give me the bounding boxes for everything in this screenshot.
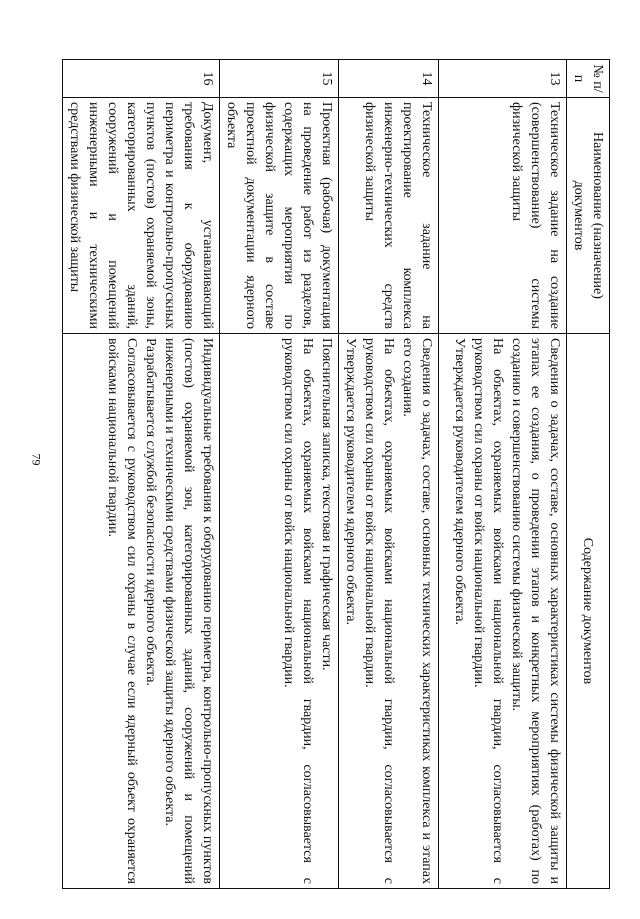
content-paragraph: Утверждается руководителем ядерного объекта. xyxy=(343,338,358,625)
content-paragraph: Разрабатывается службой безопасности ядерного объекта. xyxy=(143,338,158,687)
header-num: № п/п xyxy=(567,60,610,98)
row-content xyxy=(439,334,567,889)
content-paragraph: Согласовывается с руководством сил охраны в случае если ядерный объект охраняется войсками национальной гвардии. xyxy=(105,338,139,884)
row-number: 13 xyxy=(439,60,567,98)
content-paragraph: На объектах, охраняемых войсками национальной гвардии, согласовывается с руководством сил охраны от войск национальной гвардии. xyxy=(281,338,315,884)
row-name: Документ, устанавливающий требования к оборудованию периметра и контрольно-пропускных пунктов (постов) охраняемой зоны, категорированных зданий, сооружений и помещений инженерными и техническими средствами физической защиты xyxy=(63,98,220,334)
header-content: Содержание документов xyxy=(567,334,610,889)
content-paragraph: Сведения о задачах, составе, основных характеристиках системы физической защиты и этапах ее создания, о проведении этапов и конкретных мероприятиях (работах) по созданию и совершенствованию системы физической защиты. xyxy=(509,338,562,884)
content-paragraph: Сведения о задачах, составе, основных технических характеристиках комплекса и этапах его создания. xyxy=(400,338,434,884)
row-content xyxy=(339,334,439,889)
content-paragraph: Утверждается руководителем ядерного объекта. xyxy=(452,338,467,625)
table-row xyxy=(63,60,220,889)
content-paragraph: На объектах, охраняемых войсками национальной гвардии, согласовывается с руководством сил охраны от войск национальной гвардии. xyxy=(471,338,505,884)
content-paragraph: Пояснительная записка, текстовая и графическая части. xyxy=(319,338,334,671)
row-name: Техническое задание на проектирование комплекса инженерно-технических средств физической защиты xyxy=(339,98,439,334)
page-number: 79 xyxy=(29,453,44,466)
table-row xyxy=(339,60,439,889)
row-number: 16 xyxy=(63,60,220,98)
table-row xyxy=(220,60,339,889)
row-content xyxy=(63,334,220,889)
row-name: Техническое задание на создание (совершенствование) системы физической защиты xyxy=(439,98,567,334)
documents-table xyxy=(62,59,610,889)
content-paragraph: Индивидуальные требования к оборудованию периметра, контрольно-пропускных пунктов (постов) охраняемой зон, категорированных зданий, сооружений и помещений инженерными и техническими средствами физической защиты ядерного объекта. xyxy=(162,338,215,884)
content-paragraph: На объектах, охраняемых войсками национальной гвардии, согласовывается с руководством сил охраны от войск национальной гвардии. xyxy=(362,338,396,884)
table-header-row xyxy=(567,60,610,889)
rotated-table-container xyxy=(67,59,610,889)
row-name: Проектная (рабочая) документация на проведение работ из разделов, содержащих мероприятия по физической защите в составе проектной документации ядерного объекта xyxy=(220,98,339,334)
header-name: Наименование (назначение) документов xyxy=(567,98,610,334)
row-content xyxy=(220,334,339,889)
row-number: 15 xyxy=(220,60,339,98)
table-row xyxy=(439,60,567,889)
row-number: 14 xyxy=(339,60,439,98)
